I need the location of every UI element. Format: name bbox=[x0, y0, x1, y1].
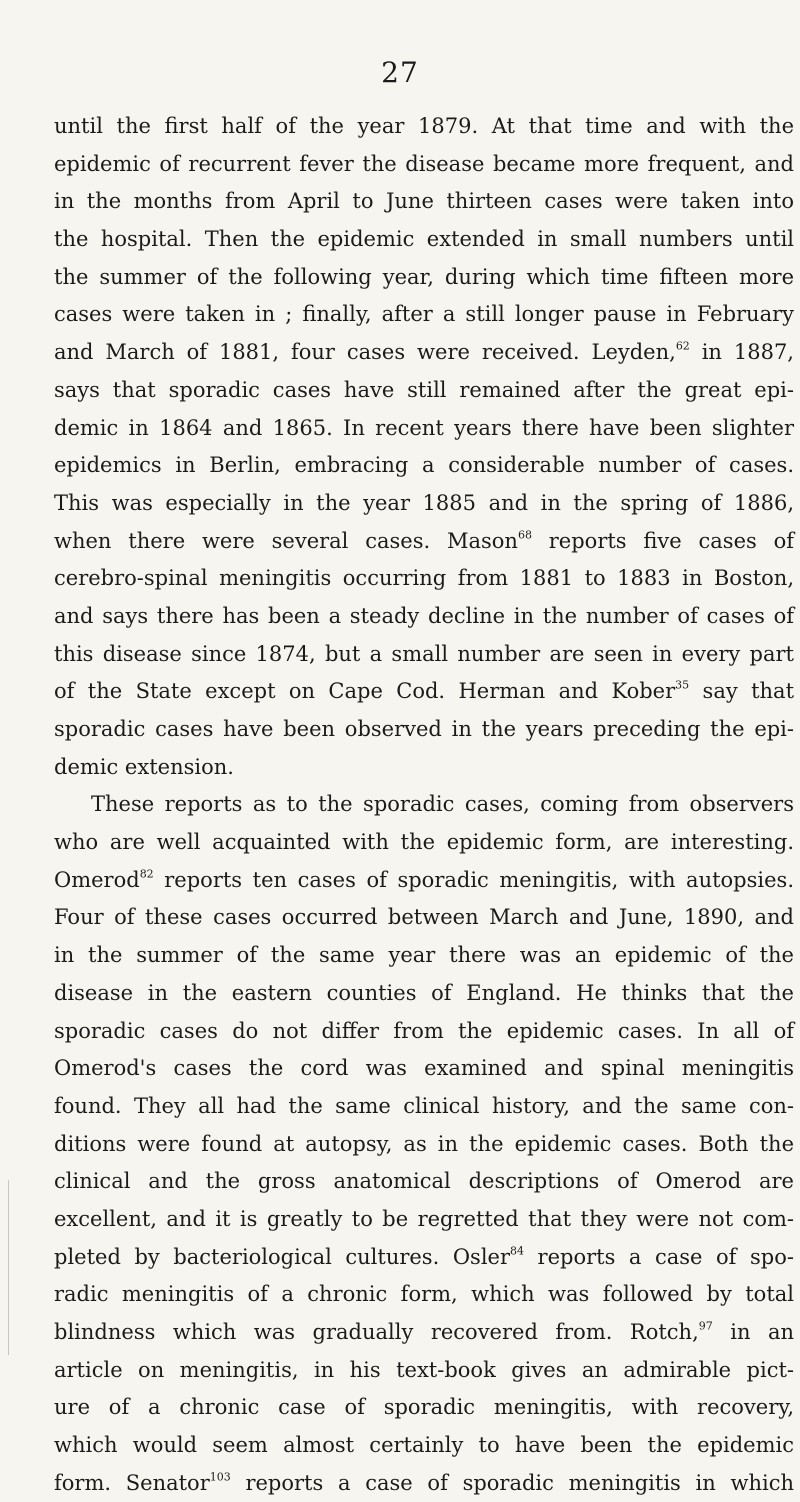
text-line: which would seem almost certainly to have been the epidemic bbox=[54, 1433, 794, 1458]
citation-superscript: 97 bbox=[698, 1319, 713, 1333]
text-line: when there were several cases. Mason$^{68}$ reports five cases of bbox=[54, 528, 795, 553]
text-line: epidemic of recurrent fever the disease became more frequent, and bbox=[54, 151, 794, 176]
text-line: Omerod's cases the cord was examined and spinal meningitis bbox=[54, 1056, 794, 1081]
text-line: disease in the eastern counties of England. He thinks that the bbox=[54, 980, 794, 1005]
text-line: the hospital. Then the epidemic extended in small numbers until bbox=[54, 227, 794, 252]
citation-superscript: 68 bbox=[517, 528, 532, 542]
page-number: 27 bbox=[381, 56, 419, 89]
citation-superscript: 84 bbox=[510, 1244, 524, 1258]
text-line: excellent, and it is greatly to be regretted that they were not com- bbox=[54, 1206, 794, 1231]
text-line: sporadic cases do not differ from the epidemic cases. In all of bbox=[54, 1018, 794, 1043]
text-line: and March of 1881, four cases were received. Leyden,$^{62}$ in 1887, bbox=[54, 339, 794, 365]
citation-superscript: 62 bbox=[675, 339, 690, 353]
citation-superscript: 82 bbox=[139, 867, 154, 881]
text-line: demic extension. bbox=[54, 754, 234, 779]
text-line: the summer of the following year, during which time fifteen more bbox=[54, 264, 794, 289]
text-line: Four of these cases occurred between March and June, 1890, and bbox=[54, 905, 794, 930]
citation-superscript: 103 bbox=[209, 1470, 231, 1484]
text-line: sporadic cases have been observed in the years preceding the epi- bbox=[54, 717, 794, 741]
text-line: These reports as to the sporadic cases, coming from observers bbox=[91, 792, 794, 817]
text-line: in the months from April to June thirteen cases were taken into bbox=[54, 189, 794, 214]
text-line: pleted by bacteriological cultures. Osler$^{84}$ reports a case of spo- bbox=[54, 1244, 794, 1269]
text-line: until the first half of the year 1879. At that time and with the bbox=[54, 114, 794, 138]
text-line: who are well acquainted with the epidemic form, are interesting. bbox=[54, 830, 794, 855]
margin-rule bbox=[8, 1180, 9, 1355]
text-line: ditions were found at autopsy, as in the epidemic cases. Both the bbox=[54, 1131, 794, 1156]
text-line: This was especially in the year 1885 and in the spring of 1886, bbox=[54, 490, 794, 515]
text-line: epidemics in Berlin, embracing a considerable number of cases. bbox=[54, 453, 794, 478]
text-line: says that sporadic cases have still remained after the great epi- bbox=[54, 377, 794, 402]
text-line: demic in 1864 and 1865. In recent years there have been slighter bbox=[54, 415, 794, 440]
text-line: of the State except on Cape Cod. Herman and Kober$^{35}$ say that bbox=[54, 678, 795, 704]
text-line: ure of a chronic case of sporadic meningitis, with recovery, bbox=[54, 1395, 794, 1420]
text-line: article on meningitis, in his text-book gives an admirable pict- bbox=[54, 1357, 794, 1382]
body-text bbox=[54, 108, 794, 1502]
text-line: radic meningitis of a chronic form, which was followed by total bbox=[54, 1282, 794, 1307]
citation-superscript: 35 bbox=[675, 678, 690, 692]
text-line: blindness which was gradually recovered from. Rotch,$^{97}$ in an bbox=[54, 1319, 794, 1344]
text-line: clinical and the gross anatomical descriptions of Omerod are bbox=[54, 1169, 794, 1194]
text-line: form. Senator$^{103}$ reports a case of sporadic meningitis in which bbox=[54, 1470, 794, 1495]
text-line: found. They all had the same clinical history, and the same con- bbox=[54, 1093, 794, 1118]
text-line: in the summer of the same year there was an epidemic of the bbox=[54, 943, 794, 968]
text-line: this disease since 1874, but a small number are seen in every part bbox=[54, 641, 794, 666]
text-line: and says there has been a steady decline in the number of cases of bbox=[54, 603, 794, 628]
text-line: Omerod$^{82}$ reports ten cases of sporadic meningitis, with autopsies. bbox=[54, 867, 794, 892]
text-line: cerebro-spinal meningitis occurring from 1881 to 1883 in Boston, bbox=[54, 566, 794, 591]
text-line: cases were taken in ; finally, after a still longer pause in February bbox=[54, 302, 794, 327]
